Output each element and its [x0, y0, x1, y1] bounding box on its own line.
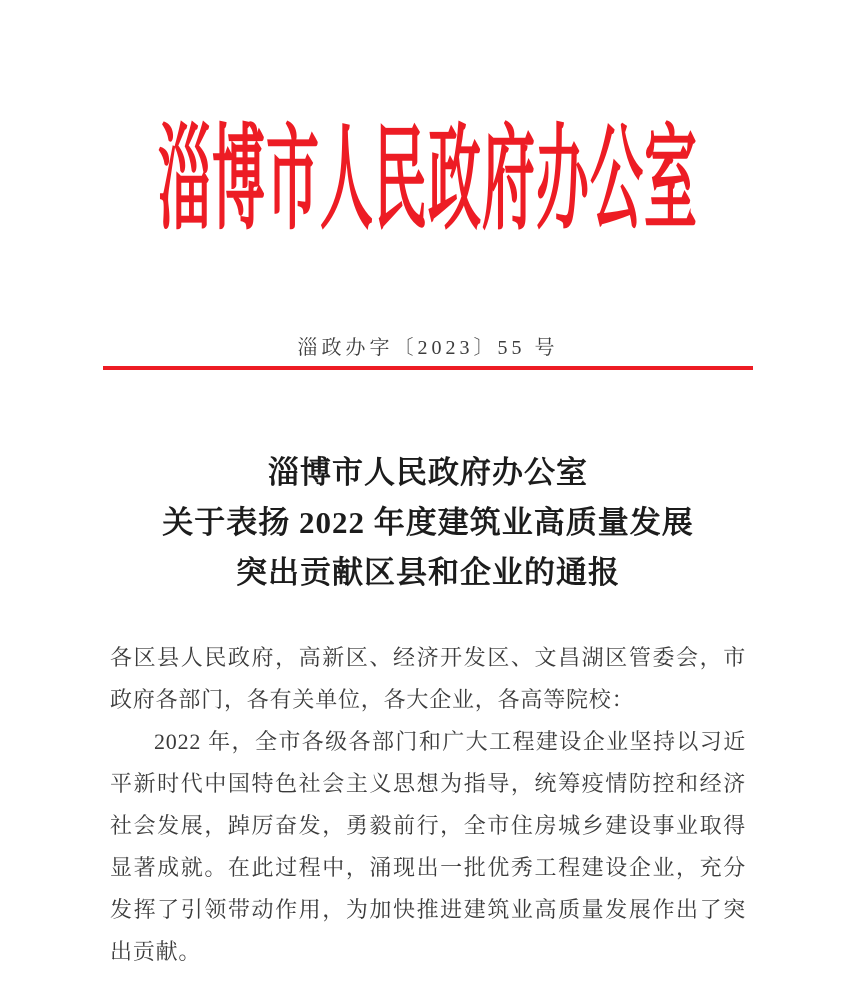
title-line-2: 关于表扬 2022 年度建筑业高质量发展 — [162, 505, 694, 540]
document-number: 淄政办字〔2023〕55 号 — [297, 337, 559, 359]
issuing-agency-banner: 淄博市人民政府办公室 — [158, 119, 698, 245]
title-line-3: 突出贡献区县和企业的通报 — [236, 555, 620, 590]
document-header — [0, 119, 856, 245]
title-line-1: 淄博市人民政府办公室 — [268, 455, 588, 490]
document-title — [0, 448, 856, 598]
header-divider-line — [103, 366, 753, 370]
salutation-paragraph: 各区县人民政府，高新区、经济开发区、文昌湖区管委会，市政府各部门，各有关单位，各大企业，各高等院校： — [110, 645, 746, 712]
document-body — [110, 637, 746, 973]
body-paragraph: 2022 年，全市各级各部门和广大工程建设企业坚持以习近平新时代中国特色社会主义思想为指导，统筹疫情防控和经济社会发展，踔厉奋发，勇毅前行，全市住房城乡建设事业取得显著成就。在此过程中，涌现出一批优秀工程建设企业，充分发挥了引领带动作用，为加快推进建筑业高质量发展作出了突出贡献。 — [110, 729, 746, 964]
